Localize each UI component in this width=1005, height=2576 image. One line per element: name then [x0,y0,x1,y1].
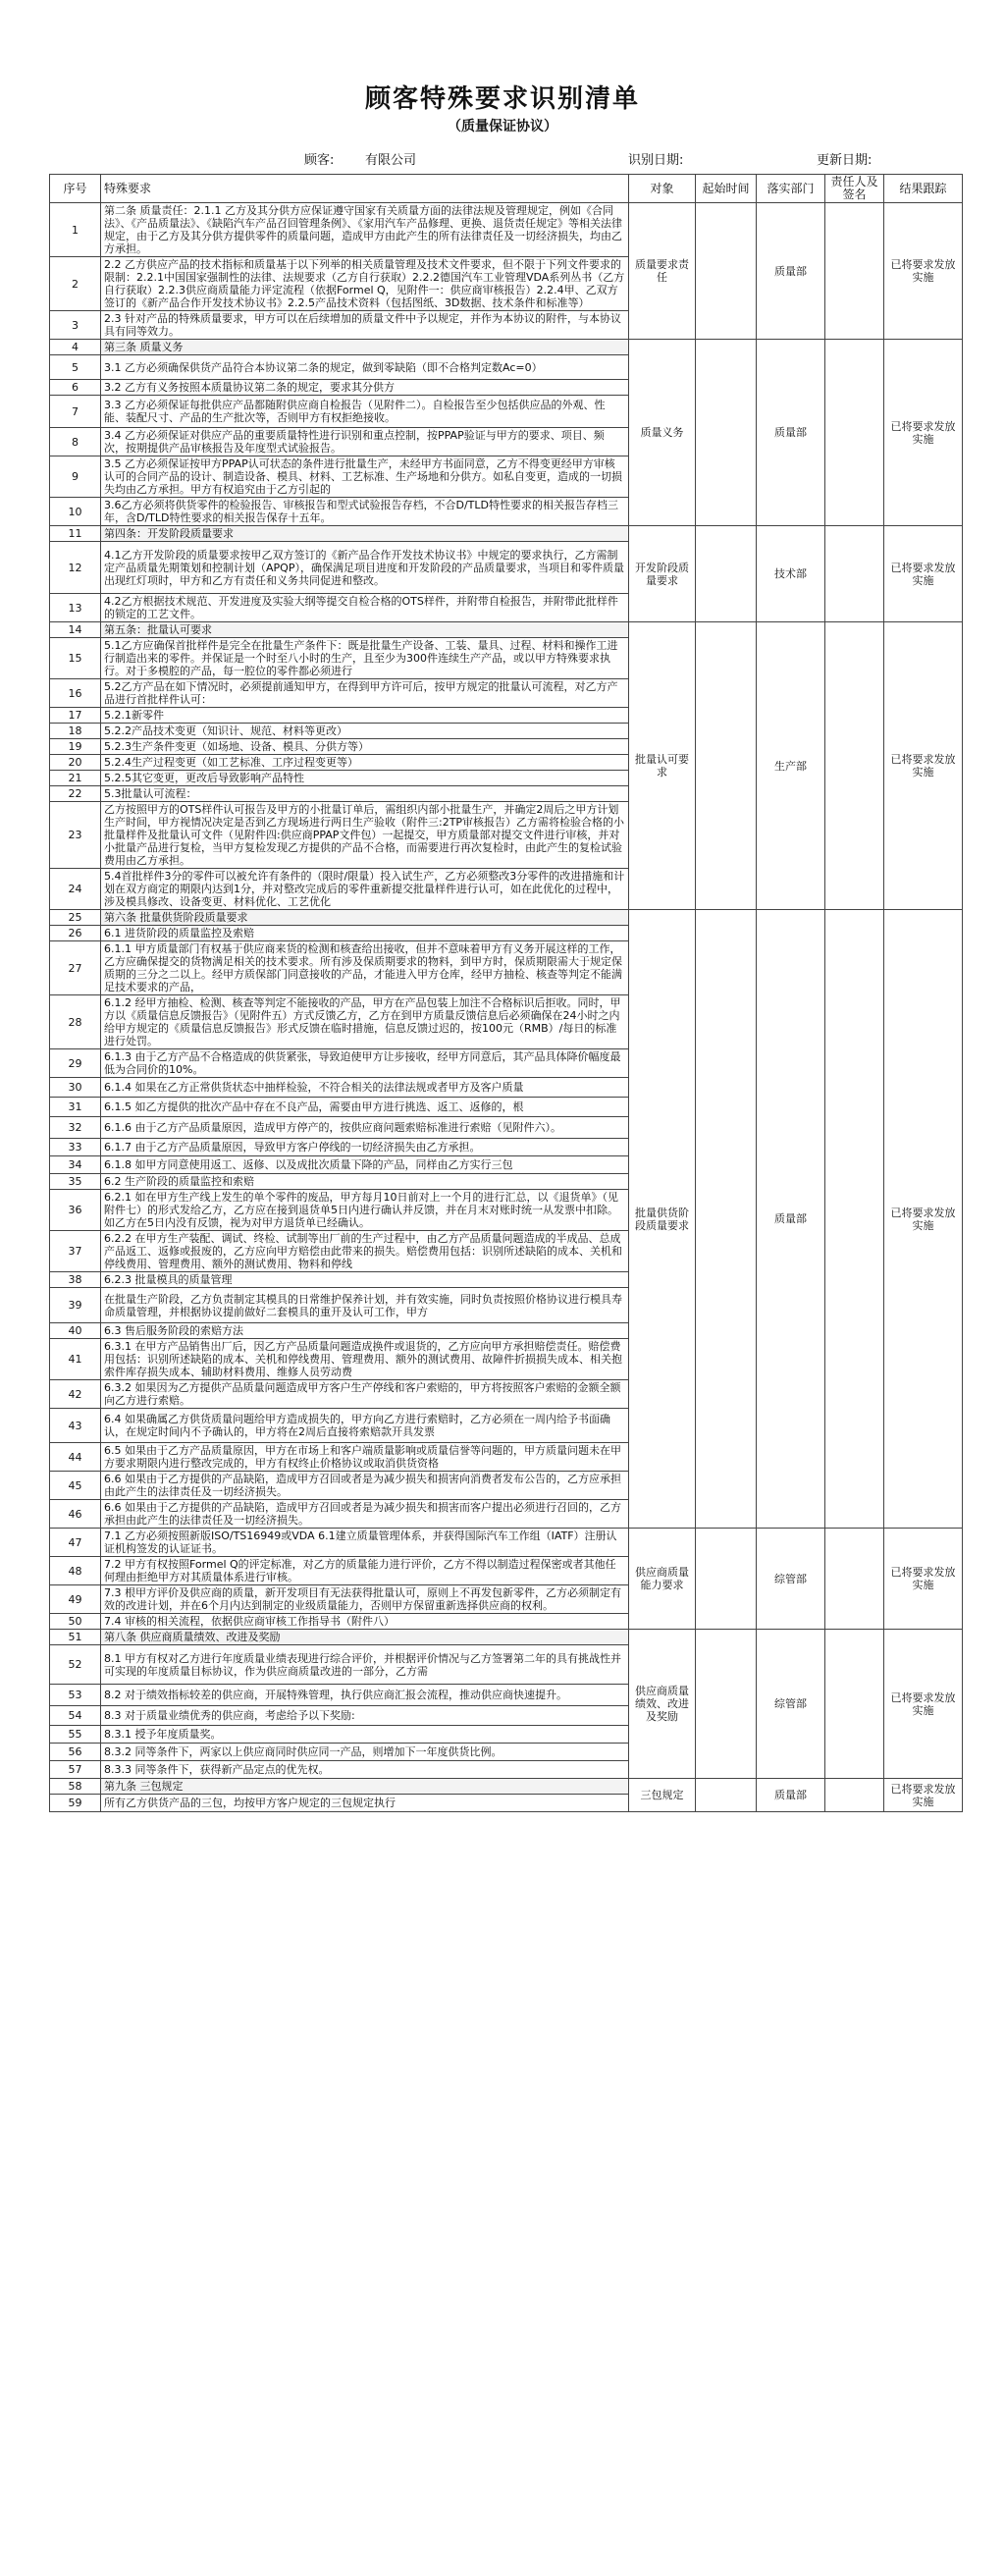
row-number: 49 [50,1585,101,1614]
header-start-time: 起始时间 [696,175,757,203]
customer-value: 有限公司 [365,153,417,168]
row-number: 17 [50,708,101,724]
requirement-text: 4.1乙方开发阶段的质量要求按甲乙双方签订的《新产品合作开发技术协议书》中规定的要求执行，乙方需制定产品质量先期策划和控制计划（APQP），确保满足项目进度和开发阶段的产品质量要求，当项目和零件质量出现红灯项时，甲方和乙方有责任和义务共同促进和整改。 [101,542,629,594]
dept-cell: 质量部 [757,910,825,1529]
requirement-text: 5.2.2产品技术变更（知识计、规范、材料等更改） [101,724,629,739]
requirement-text: 第四条：开发阶段质量要求 [101,526,629,542]
requirement-text: 5.2.5其它变更，更改后导致影响产品特性 [101,771,629,786]
row-number: 54 [50,1706,101,1726]
row-number: 40 [50,1323,101,1339]
dept-cell: 技术部 [757,526,825,622]
row-number: 46 [50,1500,101,1529]
requirement-text: 所有乙方供货产品的三包，均按甲方客户规定的三包规定执行 [101,1795,629,1812]
dept-cell: 质量部 [757,340,825,526]
row-number: 39 [50,1288,101,1323]
requirement-text: 8.3 对于质量业绩优秀的供应商，考虑给予以下奖励: [101,1706,629,1726]
row-number: 24 [50,869,101,910]
header-object: 对象 [629,175,696,203]
requirement-text: 6.1.4 如果在乙方正常供货状态中抽样检验，不符合相关的法律法规或者甲方及客户质量 [101,1078,629,1098]
header-requirement: 特殊要求 [101,175,629,203]
requirement-text: 3.6乙方必须将供货零件的检验报告、审核报告和型式试验报告存档，不合D/TLD特性要求的相关报告存档三年，含D/TLD特性要求的相关报告保存十五年。 [101,498,629,526]
customer-label: 顾客: [304,153,335,168]
requirement-text: 8.2 对于绩效指标较差的供应商，开展特殊管理，执行供应商汇报会流程，推动供应商快速提升。 [101,1685,629,1706]
row-number: 37 [50,1231,101,1272]
table-row [50,340,963,355]
requirement-text: 6.1.2 经甲方抽检、检测、核查等判定不能接收的产品，甲方在产品包装上加注不合格标识后拒收。同时，甲方以《质量信息反馈报告》（见附件五）方式反馈乙方，乙方在到甲方质量反馈信息后必须确保在24小时之内给甲方规定的《质量信息反馈报告》形式反馈在临时措施，信息反馈过迟的，按100元（RMB）/每日的标准进行处罚。 [101,995,629,1049]
row-number: 57 [50,1761,101,1779]
table-row [50,910,963,926]
row-number: 4 [50,340,101,355]
requirement-text: 5.2.3生产条件变更（如场地、设备、模具、分供方等） [101,739,629,755]
object-cell: 批量供货阶段质量要求 [629,910,696,1529]
requirement-text: 第二条 质量责任：2.1.1 乙方及其分供方应保证遵守国家有关质量方面的法律法规及管理规定，例如《合同法》、《产品质量法》、《缺陷汽车产品召回管理条例》、《家用汽车产品修理、更换、退货责任规定》等相关法律规定，由于乙方及其分供方提供零件的质量问题，造成甲方由此产生的所有法律责任及一切经济损失，均由乙方承担。 [101,203,629,257]
row-number: 25 [50,910,101,926]
row-number: 35 [50,1174,101,1190]
table-row [50,203,963,257]
requirement-text: 6.1.1 甲方质量部门有权基于供应商来货的检测和核查给出接收，但并不意味着甲方有义务开展这样的工作，乙方应确保提交的货物满足相关的技术要求。所有涉及保质期要求的物料，到甲方时，保质期限需大于规定保质期的三分之二以上。经甲方质保部门同意接收的产品，才能进入甲方仓库，经甲方抽检、核查等判定不能满足技术要求的产品， [101,941,629,995]
requirement-text: 6.2.1 如在甲方生产线上发生的单个零件的废品，甲方每月10日前对上一个月的进行汇总，以《退货单》（见附件七）的形式发给乙方，乙方应在接到退货单5日内进行确认并反馈，并在月末对账时统一从发票中扣除。如乙方在5日内没有反馈，视为对甲方退货单已经确认。 [101,1190,629,1231]
responsible-cell [825,910,884,1529]
start-time-cell [696,1529,757,1630]
row-number: 59 [50,1795,101,1812]
responsible-cell [825,203,884,340]
requirements-table [49,174,963,1812]
row-number: 29 [50,1049,101,1078]
requirement-text: 6.3.2 如果因为乙方提供产品质量问题造成甲方客户生产停线和客户索赔的，甲方将按照客户索赔的金额全额向乙方进行索赔。 [101,1380,629,1409]
requirement-text: 7.3 根甲方评价及供应商的质量，新开发项目有无法获得批量认可，原则上不再发包新零件，乙方必须制定有效的改进计划，并在6个月内达到制定的业级质量能力，否则甲方保留重新选择供应商的权利。 [101,1585,629,1614]
requirement-text: 4.2乙方根据技术规范、开发进度及实验大纲等提交自检合格的OTS样件，并附带自检报告，并附带此批样件的锁定的工艺文件。 [101,594,629,622]
requirement-text: 6.3.1 在甲方产品销售出厂后，因乙方产品质量问题造成换件或退货的，乙方应向甲方承担赔偿责任。赔偿费用包括：识别所述缺陷的成本、关机和停线费用、管理费用、额外的测试费用、故障件折损损失成本、相关抱索件库存损失成本、辅助材料费用、维修人员劳动费 [101,1339,629,1380]
row-number: 58 [50,1779,101,1795]
start-time-cell [696,1630,757,1779]
requirement-text: 第八条 供应商质量绩效、改进及奖励 [101,1630,629,1645]
result-cell: 已将要求发放实施 [884,622,963,910]
requirement-text: 8.3.3 同等条件下，获得新产品定点的优先权。 [101,1761,629,1779]
responsible-cell [825,1630,884,1779]
dept-cell: 质量部 [757,203,825,340]
requirement-text: 8.1 甲方有权对乙方进行年度质量业绩表现进行综合评价，并根据评价情况与乙方签署第二年的具有挑战性并可实现的年度质量目标协议，作为供应商质量改进的一部分，乙方需 [101,1645,629,1685]
requirement-text: 6.1.5 如乙方提供的批次产品中存在不良产品，需要由甲方进行挑选、返工、返修的，根 [101,1098,629,1117]
result-cell: 已将要求发放实施 [884,340,963,526]
row-number: 5 [50,355,101,380]
requirement-text: 3.1 乙方必须确保供货产品符合本协议第二条的规定，做到零缺陷（即不合格判定数Ac=0） [101,355,629,380]
requirement-text: 6.2.2 在甲方生产装配、调试、终检、试制等出厂前的生产过程中，由乙方产品质量问题造成的半成品、总成产品返工、返修或报废的，乙方应向甲方赔偿由此带来的损失。赔偿费用包括：识别所述缺陷的成本、关机和停线费用、管理费用、额外的测试费用、物料和停线 [101,1231,629,1272]
result-cell: 已将要求发放实施 [884,910,963,1529]
requirement-text: 5.1乙方应确保首批样件是完全在批量生产条件下：既是批量生产设备、工装、量具、过程、材料和操作工进行制造出来的零件。并保证是一个时至八小时的生产，且至少为300件连续生产产品，或以甲方特殊要求执行。对于多模腔的产品，每一腔位的零件都必须进行 [101,638,629,679]
requirement-text: 7.2 甲方有权按照Formel Q的评定标准，对乙方的质量能力进行评价，乙方不得以制造过程保密或者其他任何理由拒绝甲方对其质量体系进行审核。 [101,1557,629,1585]
row-number: 7 [50,396,101,428]
requirement-text: 6.1.8 如甲方同意使用返工、返修、以及成批次质量下降的产品，同样由乙方实行三包 [101,1156,629,1174]
row-number: 50 [50,1614,101,1630]
header-dept: 落实部门 [757,175,825,203]
requirement-text: 3.3 乙方必须保证每批供应产品都随附供应商自检报告（见附件二）。自检报告至少包括供应品的外观、性能、装配尺寸、产品的生产批次等，否则甲方有权拒绝接收。 [101,396,629,428]
requirement-text: 3.5 乙方必须保证按甲方PPAP认可状态的条件进行批量生产，未经甲方书面同意，乙方不得变更经甲方审核认可的合同产品的设计、制造设备、模具、材料、工艺标准、生产场地和分供方。如私自变更，造成的一切损失均由乙方承担。甲方有权追究由于乙方引起的 [101,456,629,498]
responsible-cell [825,622,884,910]
requirement-text: 6.4 如果确属乙方供货质量问题给甲方造成损失的，甲方向乙方进行索赔时，乙方必须在一周内给予书面确认，在规定时间内不予确认的，甲方将在2周后直接将索赔款开具发票 [101,1409,629,1443]
start-time-cell [696,340,757,526]
header-result: 结果跟踪 [884,175,963,203]
row-number: 31 [50,1098,101,1117]
requirement-text: 2.3 针对产品的特殊质量要求，甲方可以在后续增加的质量文件中予以规定，并作为本协议的附件，与本协议具有同等效力。 [101,311,629,340]
header-no: 序号 [50,175,101,203]
result-cell: 已将要求发放实施 [884,526,963,622]
page-title: 顾客特殊要求识别清单 [364,84,640,114]
row-number: 28 [50,995,101,1049]
start-time-cell [696,910,757,1529]
row-number: 41 [50,1339,101,1380]
row-number: 52 [50,1645,101,1685]
header-responsible: 责任人及签名 [825,175,884,203]
start-time-cell [696,526,757,622]
row-number: 55 [50,1726,101,1744]
object-cell: 批量认可要求 [629,622,696,910]
table-row [50,1630,963,1645]
row-number: 11 [50,526,101,542]
table-row [50,1529,963,1557]
object-cell: 质量要求责任 [629,203,696,340]
row-number: 56 [50,1744,101,1761]
dept-cell: 质量部 [757,1779,825,1812]
row-number: 2 [50,257,101,311]
object-cell: 开发阶段质量要求 [629,526,696,622]
requirement-text: 5.3批量认可流程： [101,786,629,802]
requirement-text: 6.3 售后服务阶段的索赔方法 [101,1323,629,1339]
update-date-label: 更新日期: [817,153,873,168]
requirement-text: 3.4 乙方必须保证对供应产品的重要质量特性进行识别和重点控制，按PPAP验证与甲方的要求、项目、频次，按期提供产品审核报告及年度型式试验报告。 [101,428,629,456]
requirement-text: 8.3.2 同等条件下，两家以上供应商同时供应同一产品，则增加下一年度供货比例。 [101,1744,629,1761]
requirement-text: 5.4首批样件3分的零件可以被允许有条件的（限时/限量）投入试生产，乙方必须整改3分零件的改进措施和计划在双方商定的期限内达到1分，并对整改完成后的零件重新提交批量样件进行认可，如在此优化的过程中，涉及模具修改、设备变更、材料优化、工艺优化 [101,869,629,910]
object-cell: 供应商质量能力要求 [629,1529,696,1630]
row-number: 21 [50,771,101,786]
table-row [50,526,963,542]
requirement-text: 5.2.4生产过程变更（如工艺标准、工序过程变更等） [101,755,629,771]
start-time-cell [696,1779,757,1812]
row-number: 14 [50,622,101,638]
responsible-cell [825,1529,884,1630]
result-cell: 已将要求发放实施 [884,203,963,340]
requirement-text: 6.1 进货阶段的质量监控及索赔 [101,926,629,941]
row-number: 12 [50,542,101,594]
result-cell: 已将要求发放实施 [884,1630,963,1779]
requirement-text: 6.1.3 由于乙方产品不合格造成的供货紧张，导致迫使甲方让步接收，经甲方同意后，其产品具体降价幅度最低为合同价的10%。 [101,1049,629,1078]
row-number: 26 [50,926,101,941]
row-number: 1 [50,203,101,257]
requirement-text: 6.1.7 由于乙方产品质量原因，导致甲方客户停线的一切经济损失由乙方承担。 [101,1139,629,1156]
requirement-text: 第六条 批量供货阶段质量要求 [101,910,629,926]
requirement-text: 6.6 如果由于乙方提供的产品缺陷，造成甲方召回或者是为减少损失和损害而客户提出必须进行召回的，乙方承担由此产生的法律责任及一切经济损失。 [101,1500,629,1529]
table-row [50,1779,963,1795]
row-number: 13 [50,594,101,622]
row-number: 33 [50,1139,101,1156]
row-number: 44 [50,1443,101,1472]
row-number: 34 [50,1156,101,1174]
row-number: 36 [50,1190,101,1231]
requirement-text: 第五条：批量认可要求 [101,622,629,638]
row-number: 10 [50,498,101,526]
requirement-text: 7.1 乙方必须按照新版ISO/TS16949或VDA 6.1建立质量管理体系，并获得国际汽车工作组（IATF）注册认证机构签发的认证证书。 [101,1529,629,1557]
row-number: 19 [50,739,101,755]
row-number: 8 [50,428,101,456]
requirement-text: 在批量生产阶段，乙方负责制定其模具的日常维护保养计划，并有效实施，同时负责按照价格协议进行模具寿命质量管理，并根据协议提前做好二套模具的重开及认可工作，甲方 [101,1288,629,1323]
row-number: 18 [50,724,101,739]
requirement-text: 5.2.1新零件 [101,708,629,724]
start-time-cell [696,203,757,340]
row-number: 15 [50,638,101,679]
row-number: 9 [50,456,101,498]
page-subtitle: （质量保证协议） [448,119,557,134]
requirement-text: 6.5 如果由于乙方产品质量原因，甲方在市场上和客户端质量影响或质量信誉等问题的，甲方质量问题未在甲方要求期限内进行整改完成的，甲方有权终止价格协议或取消供货资格 [101,1443,629,1472]
start-time-cell [696,622,757,910]
row-number: 47 [50,1529,101,1557]
row-number: 42 [50,1380,101,1409]
table-body [50,203,963,1812]
responsible-cell [825,1779,884,1812]
object-cell: 供应商质量绩效、改进及奖励 [629,1630,696,1779]
row-number: 38 [50,1272,101,1288]
requirement-text: 6.2 生产阶段的质量监控和索赔 [101,1174,629,1190]
responsible-cell [825,526,884,622]
dept-cell: 综管部 [757,1529,825,1630]
row-number: 51 [50,1630,101,1645]
object-cell: 质量义务 [629,340,696,526]
row-number: 48 [50,1557,101,1585]
requirement-text: 6.6 如果由于乙方提供的产品缺陷，造成甲方召回或者是为减少损失和损害向消费者发布公告的，乙方应承担由此产生的法律责任及一切经济损失。 [101,1472,629,1500]
row-number: 22 [50,786,101,802]
requirement-text: 3.2 乙方有义务按照本质量协议第二条的规定，要求其分供方 [101,380,629,396]
dept-cell: 生产部 [757,622,825,910]
row-number: 27 [50,941,101,995]
requirement-text: 乙方按照甲方的OTS样件认可报告及甲方的小批量订单后，需组织内部小批量生产，并确定2周后之甲方计划生产时间，甲方视情况决定是否到乙方现场进行两日生产验收（附件三:2TP审核报告）乙方需将检验合格的小批量样件及批量认可文件（见附件四:供应商PPAP文件包）一起提交，甲方质量部对提交文件进行审核，并对小批量产品进行复检，当甲方复检发现乙方提供的产品不合格，而需要进行再次复检时，由此产生的复检试验费用由乙方承担。 [101,802,629,869]
object-cell: 三包规定 [629,1779,696,1812]
row-number: 3 [50,311,101,340]
result-cell: 已将要求发放实施 [884,1529,963,1630]
row-number: 30 [50,1078,101,1098]
requirement-text: 6.2.3 批量模具的质量管理 [101,1272,629,1288]
requirement-text: 第三条 质量义务 [101,340,629,355]
row-number: 6 [50,380,101,396]
dept-cell: 综管部 [757,1630,825,1779]
row-number: 20 [50,755,101,771]
requirement-text: 8.3.1 授予年度质量奖。 [101,1726,629,1744]
table-row [50,622,963,638]
table-header-row [50,175,963,203]
responsible-cell [825,340,884,526]
row-number: 43 [50,1409,101,1443]
requirement-text: 5.2乙方产品在如下情况时，必须提前通知甲方，在得到甲方许可后，按甲方规定的批量认可流程，对乙方产品进行首批样件认可： [101,679,629,708]
row-number: 32 [50,1117,101,1139]
requirement-text: 7.4 审核的相关流程，依据供应商审核工作指导书（附件八） [101,1614,629,1630]
row-number: 53 [50,1685,101,1706]
row-number: 16 [50,679,101,708]
row-number: 23 [50,802,101,869]
row-number: 45 [50,1472,101,1500]
identify-date-label: 识别日期: [628,153,684,168]
requirement-text: 第九条 三包规定 [101,1779,629,1795]
result-cell: 已将要求发放实施 [884,1779,963,1812]
requirement-text: 2.2 乙方供应产品的技术指标和质量基于以下列举的相关质量管理及技术文件要求，但不限于下列文件要求的限制：2.2.1中国国家强制性的法律、法规要求（乙方自行获取）2.2.2德国汽车工业管理VDA系列丛书（乙方自行获取）2.2.3供应商质量能力评定流程（依据Formel Q，见附件一：供应商审核报告）2.2.4甲、乙双方签订的《新产品合作开发技术协议书》2.2.5产品技术资料（包括图纸、3D数据、技术条件和标准等） [101,257,629,311]
requirement-text: 6.1.6 由于乙方产品质量原因，造成甲方停产的，按供应商问题索赔标准进行索赔（见附件六）。 [101,1117,629,1139]
